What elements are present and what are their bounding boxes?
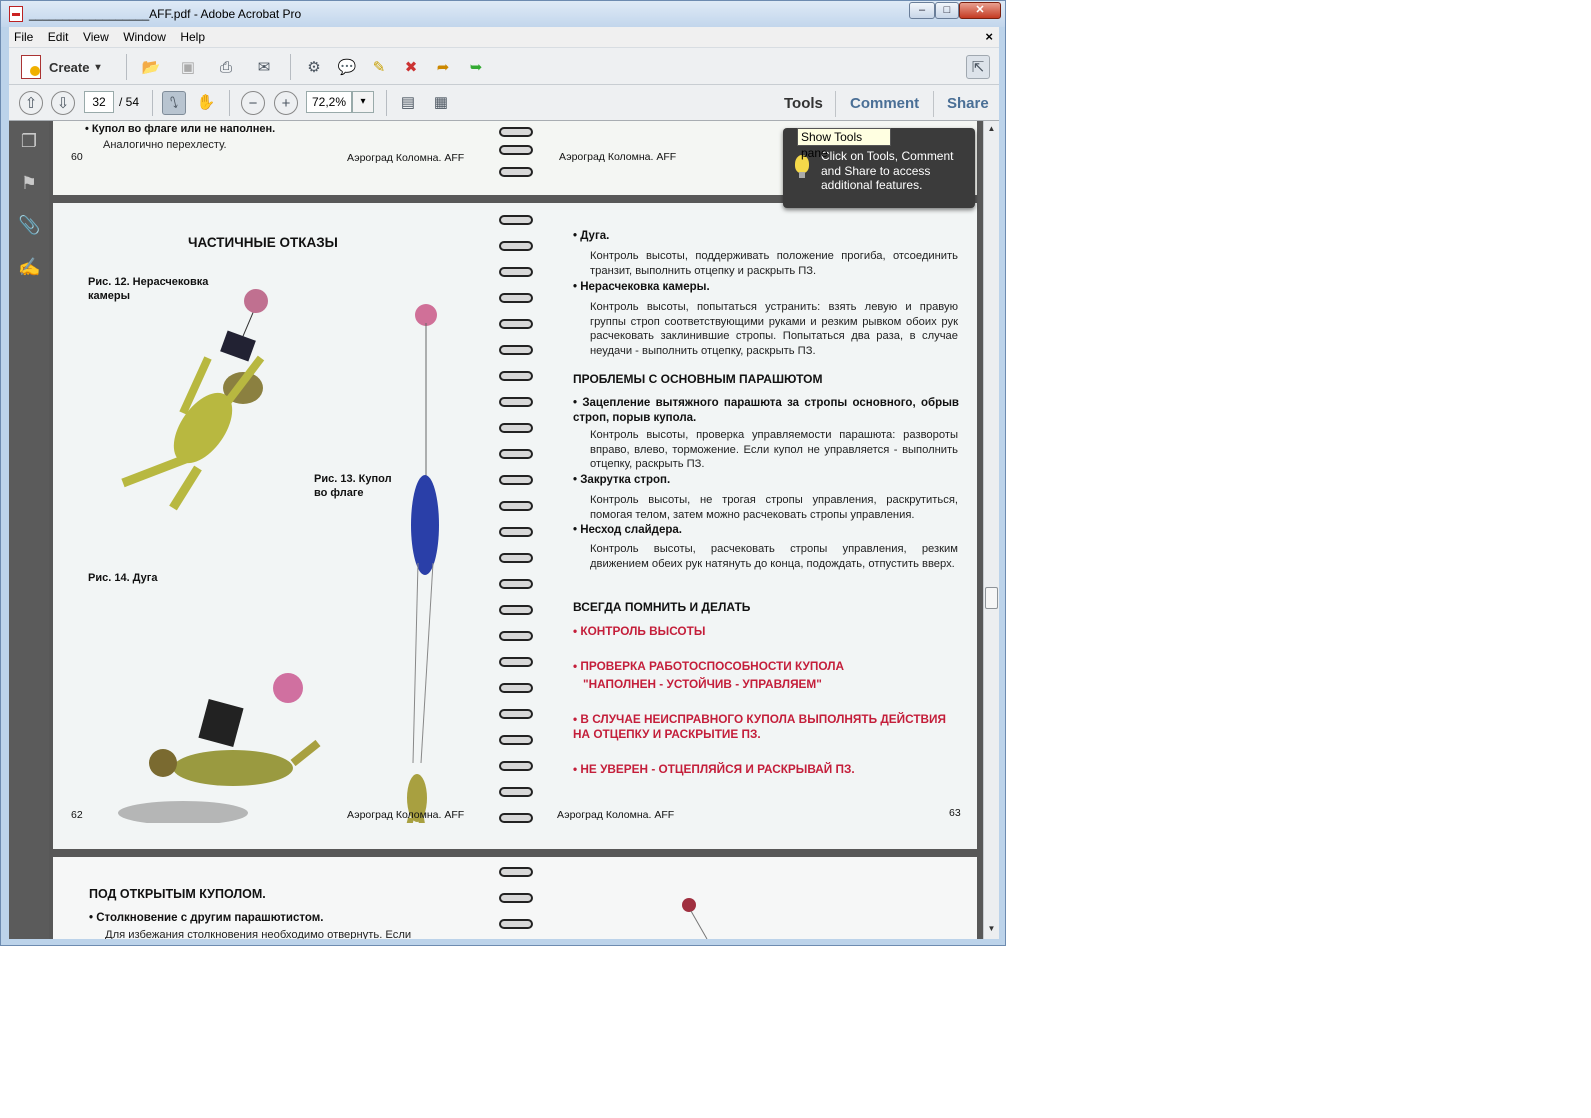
create-pdf-icon: [21, 55, 41, 79]
rule-canopy-check: • ПРОВЕРКА РАБОТОСПОСОБНОСТИ КУПОЛА: [573, 659, 845, 673]
page-heading: ПОД ОТКРЫТЫМ КУПОЛОМ.: [89, 887, 266, 901]
bullet-slider: • Несход слайдера.: [573, 524, 682, 536]
binding-ring: [499, 813, 533, 823]
binding-ring: [499, 449, 533, 459]
rule-canopy-check-sub: "НАПОЛНЕН - УСТОЙЧИВ - УПРАВЛЯЕМ": [583, 677, 822, 691]
binding-ring: [499, 761, 533, 771]
binding-ring: [499, 709, 533, 719]
text-slider: Контроль высоты, расчековать стропы управления, резким движением обеих рук натянуть до конца, подождать, отпустить вверх.: [590, 543, 958, 570]
binding-ring: [499, 293, 533, 303]
separator: [290, 54, 291, 80]
binding-ring: [499, 319, 533, 329]
text-camera: Контроль высоты, попытаться устранить: взять левую и правую группы строп соответствующими руками и резким рывком обоих рук расчековать заклинившие стропы. Попытаться два раза, в случае неудачи - выполнить отцепку, раскрыть ПЗ.: [590, 301, 958, 357]
highlight-icon[interactable]: ✎: [372, 59, 386, 76]
separator: [126, 54, 127, 80]
create-button[interactable]: [21, 54, 101, 80]
navigation-pane: [9, 121, 49, 939]
signatures-icon[interactable]: ✍: [18, 257, 41, 277]
document-area: [49, 121, 983, 939]
zoom-level-input[interactable]: 72,2%: [306, 91, 352, 113]
email-icon[interactable]: ✉: [257, 59, 271, 76]
section-heading: ВСЕГДА ПОМНИТЬ И ДЕЛАТЬ: [573, 600, 751, 614]
text-entanglement: Контроль высоты, проверка управляемости парашюта: развороты вправо, влево, торможение. Если купол не управляется - выполнить отцепку, раскрыть ПЗ.: [590, 429, 958, 470]
page-number: 60: [71, 151, 83, 163]
minimize-button[interactable]: –: [909, 2, 935, 19]
scrollbar-thumb[interactable]: [985, 587, 998, 609]
separator: [386, 90, 387, 116]
vertical-scrollbar[interactable]: [983, 121, 999, 939]
main-toolbar: [9, 47, 999, 85]
open-icon[interactable]: 📂: [141, 59, 161, 76]
zoom-in-icon[interactable]: +: [274, 91, 298, 115]
figure-caption-12: Рис. 12. Нерасчековка камеры: [88, 276, 209, 302]
page-number-left: 62: [71, 809, 83, 821]
parachute-illustration: [673, 893, 793, 939]
window-title: __________________AFF.pdf - Adobe Acrobat Pro: [29, 7, 302, 21]
binding-ring: [499, 867, 533, 877]
callout-text: Click on Tools, Comment and Share to access additional features.: [821, 149, 954, 192]
chevron-down-icon: ▾: [95, 61, 101, 73]
tab-share[interactable]: Share: [947, 95, 989, 112]
expand-icon[interactable]: ⇱: [966, 55, 990, 79]
bookmarks-icon[interactable]: ⚑: [20, 173, 38, 193]
text-twist: Контроль высоты, не трогая стропы управления, раскрутиться, помогая телом, затем можно расчековать стропы управления.: [590, 494, 958, 521]
save-icon[interactable]: ▣: [180, 59, 196, 76]
zoom-dropdown-button[interactable]: ▾: [352, 91, 374, 113]
page-spread-64-65: [53, 857, 977, 939]
bottom-bullet: • Столкновение с другим парашютистом.: [89, 912, 324, 924]
separator: [933, 91, 934, 117]
create-label: Create: [49, 59, 90, 75]
binding-ring: [499, 423, 533, 433]
page-footer: Аэроград Коломна. AFF: [347, 152, 465, 164]
binding-ring: [499, 501, 533, 511]
binding-ring: [499, 475, 533, 485]
top-body: Аналогично перехлесту.: [103, 139, 227, 151]
delete-icon[interactable]: ✖: [404, 59, 418, 76]
settings-icon[interactable]: ⚙: [307, 59, 321, 76]
share-icon[interactable]: ➥: [469, 59, 483, 76]
page-footer: Аэроград Коломна. AFF: [559, 151, 677, 163]
binding-ring: [499, 167, 533, 177]
rule-malfunction: • В СЛУЧАЕ НЕИСПРАВНОГО КУПОЛА ВЫПОЛНЯТЬ ДЕЙСТВИЯ НА ОТЦЕПКУ И РАСКРЫТИЕ ПЗ.: [573, 712, 947, 741]
page-spread-62-63: [53, 203, 977, 849]
page-count: / 54: [119, 95, 140, 109]
page-footer-right: Аэроград Коломна. AFF: [557, 809, 675, 821]
tab-tools[interactable]: Tools: [784, 95, 823, 112]
pdf-app-icon: [9, 6, 23, 22]
top-bullet: • Купол во флаге или не наполнен.: [85, 123, 276, 135]
document-close-button[interactable]: ×: [985, 29, 993, 44]
figure-caption-13: Рис. 13. Купол во флаге: [314, 473, 392, 499]
separator: [152, 90, 153, 116]
binding-ring: [499, 345, 533, 355]
skydiver-illustrations: [103, 263, 523, 823]
select-tool-icon[interactable]: ⭛: [162, 91, 186, 115]
binding-ring: [499, 605, 533, 615]
comment-icon[interactable]: 💬: [337, 59, 357, 76]
full-screen-icon[interactable]: ▦: [433, 94, 449, 111]
binding-ring: [499, 371, 533, 381]
page-footer-left: Аэроград Коломна. AFF: [347, 809, 465, 821]
print-icon[interactable]: ⎙: [219, 58, 232, 76]
bottom-body: Для избежания столкновения необходимо отвернуть. Если: [105, 929, 412, 939]
binding-ring: [499, 683, 533, 693]
binding-ring: [499, 215, 533, 225]
binding-ring: [499, 267, 533, 277]
previous-page-icon[interactable]: ⇧: [19, 91, 43, 115]
scroll-up-icon[interactable]: ▲: [987, 124, 996, 133]
menu-bar: [9, 27, 999, 47]
binding-ring: [499, 241, 533, 251]
binding-ring: [499, 787, 533, 797]
navigation-toolbar: [9, 85, 999, 121]
menu-help[interactable]: Help: [180, 30, 206, 44]
menu-file[interactable]: File: [14, 30, 34, 44]
binding-ring: [499, 631, 533, 641]
binding-ring: [499, 893, 533, 903]
binding-ring: [499, 735, 533, 745]
binding-ring: [499, 919, 533, 929]
figure-caption-14: Рис. 14. Дуга: [88, 572, 158, 584]
fit-page-icon[interactable]: ▤: [400, 94, 416, 111]
spiral-binding: [491, 203, 541, 849]
page-number-right: 63: [949, 807, 961, 819]
rule-altitude: • КОНТРОЛЬ ВЫСОТЫ: [573, 624, 706, 638]
binding-ring: [499, 127, 533, 137]
page-heading: ЧАСТИЧНЫЕ ОТКАЗЫ: [188, 235, 338, 250]
page-thumbnails-icon[interactable]: ❐: [20, 131, 38, 151]
bullet-camera: • Нерасчековка камеры.: [573, 281, 710, 293]
zoom-out-icon[interactable]: −: [241, 91, 265, 115]
section-heading: ПРОБЛЕМЫ С ОСНОВНЫМ ПАРАШЮТОМ: [573, 372, 823, 386]
bullet-duga: • Дуга.: [573, 230, 610, 242]
title-bar: [1, 1, 1005, 27]
text-duga: Контроль высоты, поддерживать положение прогиба, отсоединить транзит, выполнить отцепку и раскрыть ПЗ.: [590, 250, 958, 277]
bullet-twist: • Закрутка строп.: [573, 474, 671, 486]
close-button[interactable]: ✕: [959, 2, 1001, 19]
binding-ring: [499, 527, 533, 537]
menu-window[interactable]: Window: [123, 30, 166, 44]
binding-ring: [499, 657, 533, 667]
hand-tool-icon[interactable]: ✋: [196, 94, 216, 111]
menu-view[interactable]: View: [82, 30, 109, 44]
export-icon[interactable]: ➦: [436, 59, 450, 76]
menu-edit[interactable]: Edit: [47, 30, 69, 44]
attachments-icon[interactable]: 📎: [18, 215, 41, 235]
rule-cutaway: • НЕ УВЕРЕН - ОТЦЕПЛЯЙСЯ И РАСКРЫВАЙ ПЗ.: [573, 762, 855, 776]
tab-comment[interactable]: Comment: [850, 95, 920, 112]
next-page-icon[interactable]: ⇩: [51, 91, 75, 115]
separator: [835, 91, 836, 117]
bullet-entanglement: • Зацепление вытяжного парашюта за стропы основного, обрыв строп, порыв купола.: [573, 397, 959, 424]
scroll-down-icon[interactable]: ▼: [987, 924, 996, 933]
binding-ring: [499, 145, 533, 155]
tooltip: Show Tools pane: [797, 128, 891, 146]
separator: [229, 90, 230, 116]
spiral-binding: [491, 121, 541, 195]
binding-ring: [499, 579, 533, 589]
spiral-binding: [491, 857, 541, 939]
page-number-input[interactable]: 32: [84, 91, 114, 113]
binding-ring: [499, 397, 533, 407]
binding-ring: [499, 553, 533, 563]
maximize-button[interactable]: □: [935, 2, 959, 19]
